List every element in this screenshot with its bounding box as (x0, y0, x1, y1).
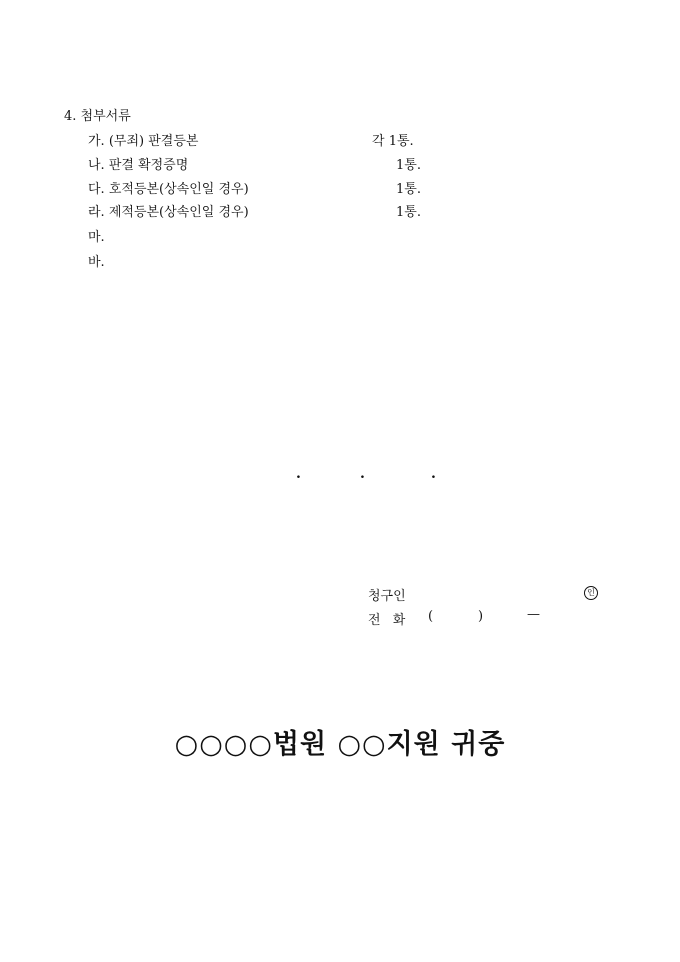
phone-paren-open: ( (428, 609, 434, 624)
phone-dash: — (527, 607, 540, 622)
date-separator-month: . (360, 466, 365, 482)
seal-icon: 인 (584, 586, 598, 600)
attachment-item-label: 바. (88, 255, 105, 270)
attachment-item-count: 1통. (396, 158, 421, 173)
phone-label: 전 화 (368, 613, 410, 628)
attachment-item-count: 각 1통. (372, 134, 414, 149)
court-title: ○○○○법원 ○○지원 귀중 (174, 729, 506, 760)
phone-paren-close: ) (478, 609, 484, 624)
attachment-item-label: 나. 판결 확정증명 (88, 158, 189, 173)
attachments-heading: 4. 첨부서류 (64, 109, 131, 124)
attachment-item-label: 라. 제적등본(상속인일 경우) (88, 205, 249, 220)
date-separator-day: . (431, 466, 436, 482)
attachment-item-count: 1통. (396, 205, 421, 220)
claimant-label: 청구인 (368, 589, 406, 604)
attachment-item-count: 1통. (396, 182, 421, 197)
attachment-item-label: 마. (88, 230, 105, 245)
attachment-item-label: 가. (무죄) 판결등본 (88, 134, 199, 149)
attachment-item-label: 다. 호적등본(상속인일 경우) (88, 182, 249, 197)
date-separator-year: . (296, 466, 301, 482)
